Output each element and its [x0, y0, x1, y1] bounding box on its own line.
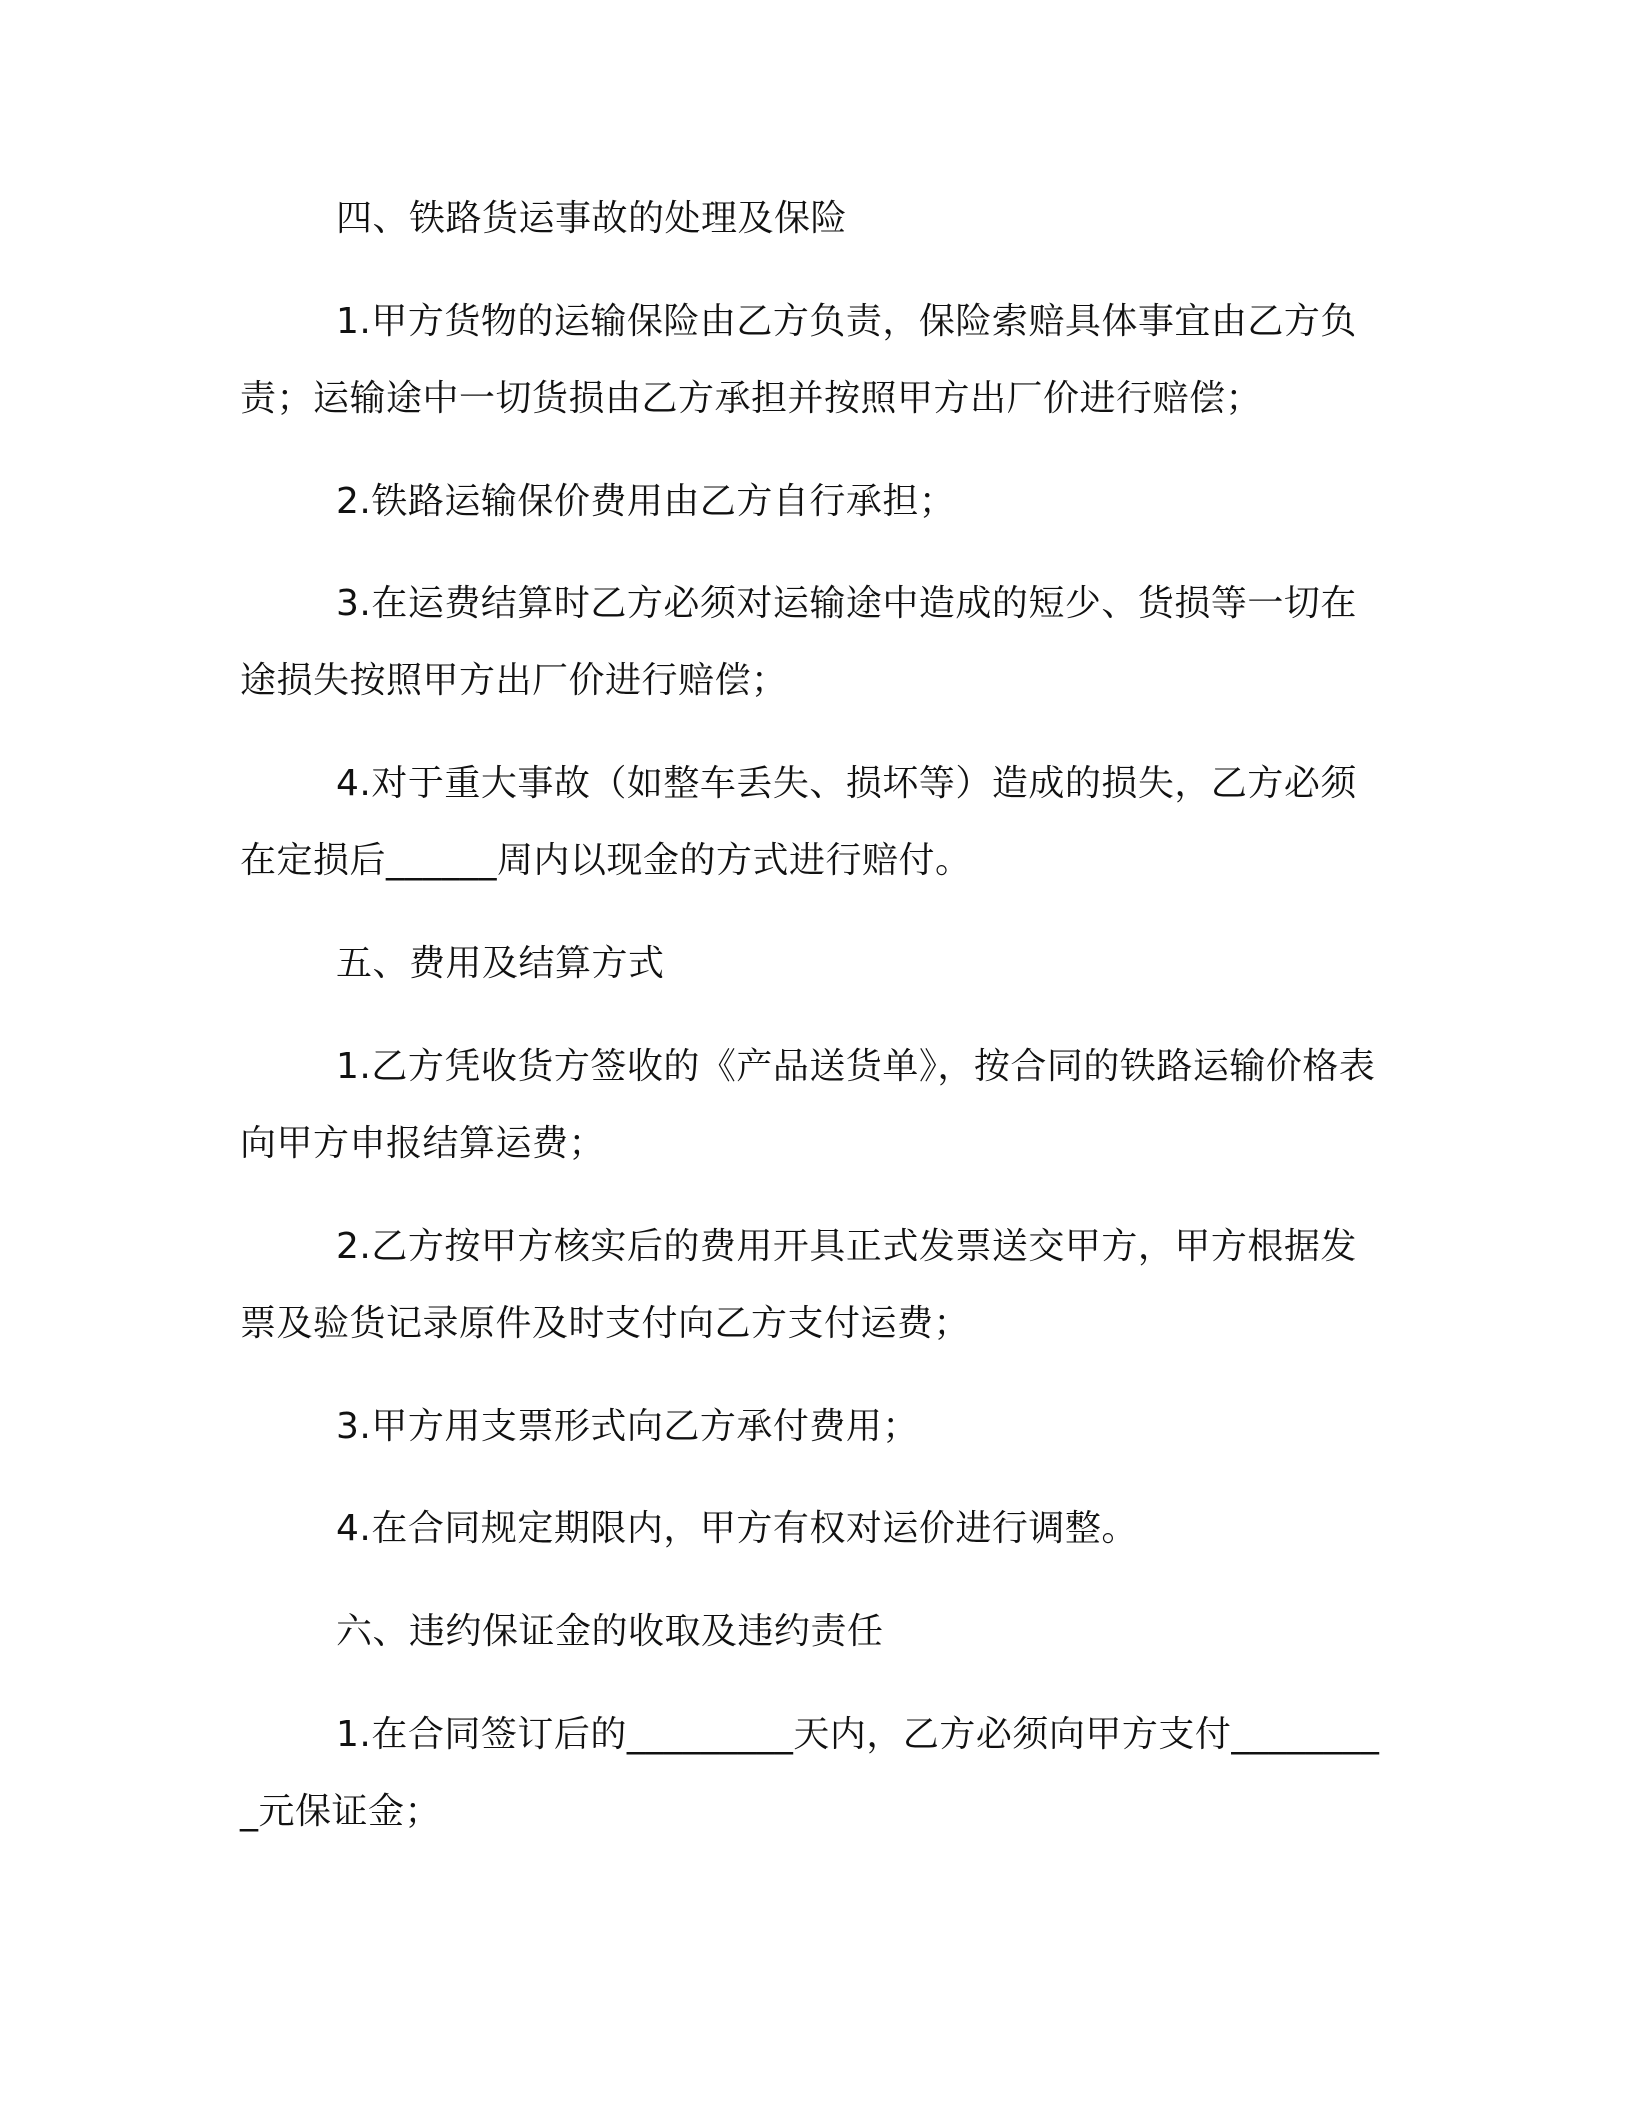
section-4-heading: 四、铁路货运事故的处理及保险 [336, 198, 848, 239]
section-4-item-2: 2.铁路运输保价费用由乙方自行承担； [336, 481, 956, 522]
section-5-item-1: 1.乙方凭收货方签收的《产品送货单》，按合同的铁路运输价格表向甲方申报结算运费； [240, 1046, 1376, 1164]
section-4-item-3: 3.在运费结算时乙方必须对运输途中造成的短少、货损等一切在途损失按照甲方出厂价进行赔偿； [240, 583, 1357, 701]
section-5-item-3: 3.甲方用支票形式向乙方承付费用； [336, 1406, 919, 1447]
section-4-item-4: 4.对于重大事故（如整车丢失、损坏等）造成的损失，乙方必须在定损后______周内以现金的方式进行赔付。 [240, 763, 1357, 881]
section-6-item-1: 1.在合同签订后的_________天内，乙方必须向甲方支付_________元保证金； [240, 1714, 1380, 1832]
section-5-heading: 五、费用及结算方式 [336, 943, 665, 984]
section-6-heading: 六、违约保证金的收取及违约责任 [336, 1611, 884, 1652]
section-4-item-1: 1.甲方货物的运输保险由乙方负责，保险索赔具体事宜由乙方负责；运输途中一切货损由乙方承担并按照甲方出厂价进行赔偿； [240, 301, 1357, 419]
section-5-item-2: 2.乙方按甲方核实后的费用开具正式发票送交甲方，甲方根据发票及验货记录原件及时支付向乙方支付运费； [240, 1226, 1357, 1344]
section-5-item-4: 4.在合同规定期限内，甲方有权对运价进行调整。 [336, 1508, 1138, 1549]
